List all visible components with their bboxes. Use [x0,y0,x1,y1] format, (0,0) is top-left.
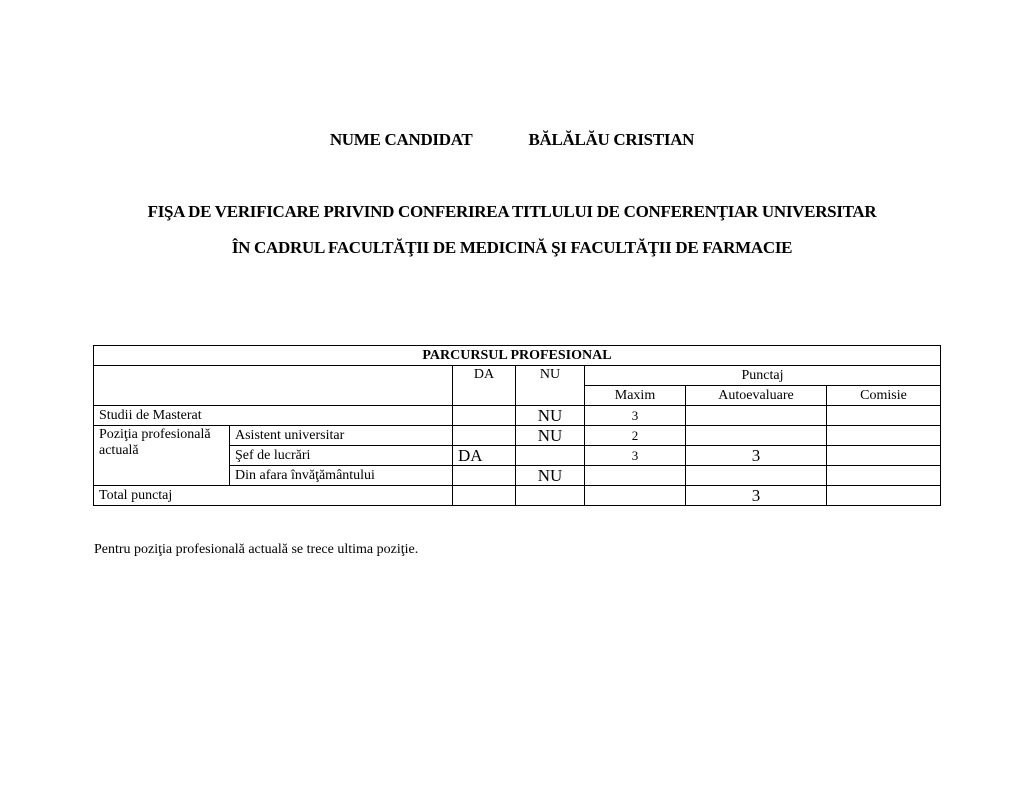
header-maxim: Maxim [585,386,686,406]
header-comisie: Comisie [827,386,941,406]
cell-comisie [827,426,941,446]
cell-maxim [585,486,686,506]
header-punctaj: Punctaj [585,366,941,386]
cell-autoevaluare [686,406,827,426]
header-nu: NU [516,366,585,406]
candidate-name: BĂLĂLĂU CRISTIAN [528,130,695,149]
row-label-pozitia: Poziţia profesională actuală [94,426,230,486]
professional-path-table [93,345,941,506]
table-row-total [94,486,941,506]
table-row [94,426,941,446]
cell-nu: NU [516,466,585,486]
row-label-asistent: Asistent universitar [230,426,453,446]
cell-comisie [827,446,941,466]
cell-da [453,486,516,506]
cell-nu [516,486,585,506]
cell-comisie [827,486,941,506]
cell-total-autoevaluare: 3 [686,486,827,506]
header-da: DA [453,366,516,406]
cell-autoevaluare: 3 [686,446,827,466]
row-label-total: Total punctaj [94,486,453,506]
cell-autoevaluare [686,426,827,446]
cell-comisie [827,406,941,426]
table-header-row [94,366,941,386]
cell-autoevaluare [686,466,827,486]
cell-da [453,406,516,426]
cell-nu: NU [516,426,585,446]
header-empty-cell [94,366,453,406]
header-autoevaluare: Autoevaluare [686,386,827,406]
cell-nu [516,446,585,466]
cell-da: DA [453,446,516,466]
cell-comisie [827,466,941,486]
cell-da [453,466,516,486]
cell-da [453,426,516,446]
footnote: Pentru poziţia profesională actuală se trece ultima poziţie. [94,542,419,557]
table-row [94,406,941,426]
candidate-label: NUME CANDIDAT [329,130,473,149]
row-label-sef: Şef de lucrări [230,446,453,466]
row-label-afara: Din afara învăţământului [230,466,453,486]
section-title: PARCURSUL PROFESIONAL [94,346,941,366]
cell-maxim: 3 [585,446,686,466]
document-title-line1: FIŞA DE VERIFICARE PRIVIND CONFERIREA TITLULUI DE CONFERENŢIAR UNIVERSITAR [147,202,877,221]
cell-maxim [585,466,686,486]
cell-maxim: 3 [585,406,686,426]
row-label-masterat: Studii de Masterat [94,406,453,426]
cell-nu: NU [516,406,585,426]
table-title-row [94,346,941,366]
document-title-line2: ÎN CADRUL FACULTĂŢII DE MEDICINĂ ŞI FACULTĂŢII DE FARMACIE [231,238,793,257]
cell-maxim: 2 [585,426,686,446]
candidate-line [0,130,1024,150]
